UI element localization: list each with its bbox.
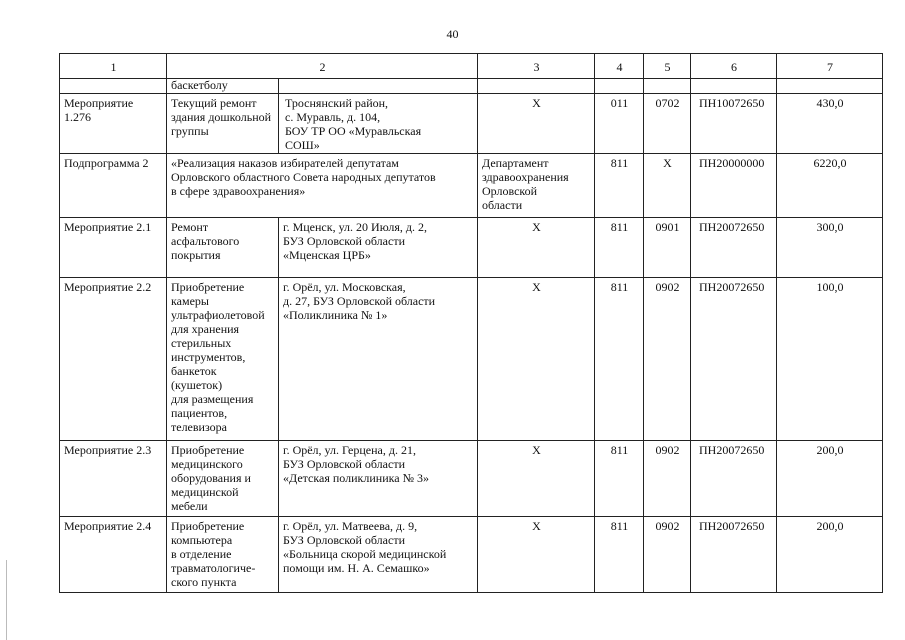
row-address: г. Мценск, ул. 20 Июля, д. 2, БУЗ Орловской области «Мценская ЦРБ»	[279, 218, 478, 278]
row-description: Текущий ремонт здания дошкольной группы	[167, 94, 279, 154]
row-col3: Х	[478, 441, 595, 517]
table-row	[60, 441, 883, 517]
row-description: Приобретение медицинского оборудования и медицинской мебели	[167, 441, 279, 517]
row-col7: 200,0	[777, 517, 883, 593]
scan-edge-line	[6, 560, 7, 640]
table-header-row	[60, 54, 883, 79]
budget-table	[59, 53, 883, 593]
header-cell: 4	[595, 54, 644, 79]
row-col4: 811	[595, 517, 644, 593]
row-col3: Х	[478, 278, 595, 441]
row-address: г. Орёл, ул. Герцена, д. 21, БУЗ Орловской области «Детская поликлиника № 3»	[279, 441, 478, 517]
row-col6: ПН20072650	[691, 517, 777, 593]
row-name: Подпрограмма 2	[60, 154, 167, 218]
header-cell: 2	[167, 54, 478, 79]
row-col6: ПН20072650	[691, 218, 777, 278]
row-col5: 0902	[644, 278, 691, 441]
row-col3: Х	[478, 94, 595, 154]
header-cell: 5	[644, 54, 691, 79]
header-cell: 7	[777, 54, 883, 79]
page-number: 40	[446, 27, 459, 41]
row-name: Мероприятие 1.276	[60, 94, 167, 154]
row-col6: ПН20000000	[691, 154, 777, 218]
header-cell: 6	[691, 54, 777, 79]
header-cell: 1	[60, 54, 167, 79]
row-name: Мероприятие 2.3	[60, 441, 167, 517]
row-description: Приобретение компьютера в отделение травматологиче- ского пункта	[167, 517, 279, 593]
row-col5: 0902	[644, 441, 691, 517]
row-col7: 430,0	[777, 94, 883, 154]
row-col4: 811	[595, 154, 644, 218]
table-row	[60, 79, 883, 94]
row-name: Мероприятие 2.1	[60, 218, 167, 278]
table-row	[60, 94, 883, 154]
row-col6: ПН20072650	[691, 441, 777, 517]
row-col7: 6220,0	[777, 154, 883, 218]
row-col4: 811	[595, 218, 644, 278]
row-col4: 011	[595, 94, 644, 154]
row-name: Мероприятие 2.4	[60, 517, 167, 593]
row-col4: 811	[595, 441, 644, 517]
row-col6: ПН10072650	[691, 94, 777, 154]
row-col5: 0901	[644, 218, 691, 278]
row-address: г. Орёл, ул. Московская, д. 27, БУЗ Орловской области «Поликлиника № 1»	[279, 278, 478, 441]
header-cell: 3	[478, 54, 595, 79]
row-description: Ремонт асфальтового покрытия	[167, 218, 279, 278]
row-address: Троснянский район, с. Муравль, д. 104, БОУ ТР ОО «Муравльская СОШ»	[279, 94, 478, 154]
carryover-text: баскетболу	[167, 79, 279, 94]
row-description: Приобретение камеры ультрафиолетовой для хранения стерильных инструментов, банкеток (кушеток) для размещения пациентов, телевизора	[167, 278, 279, 441]
table-row	[60, 517, 883, 593]
row-col5: 0702	[644, 94, 691, 154]
table-row	[60, 154, 883, 218]
row-col7: 100,0	[777, 278, 883, 441]
row-col5: Х	[644, 154, 691, 218]
row-name: Мероприятие 2.2	[60, 278, 167, 441]
row-col3: Департамент здравоохранения Орловской области	[478, 154, 595, 218]
table-row	[60, 218, 883, 278]
row-col3: Х	[478, 517, 595, 593]
row-description: «Реализация наказов избирателей депутатам Орловского областного Совета народных депутатов в сфере здравоохранения»	[167, 154, 478, 218]
row-col6: ПН20072650	[691, 278, 777, 441]
row-col3: Х	[478, 218, 595, 278]
row-col7: 200,0	[777, 441, 883, 517]
row-address: г. Орёл, ул. Матвеева, д. 9, БУЗ Орловской области «Больница скорой медицинской помощи им. Н. А. Семашко»	[279, 517, 478, 593]
row-col7: 300,0	[777, 218, 883, 278]
row-col4: 811	[595, 278, 644, 441]
row-col5: 0902	[644, 517, 691, 593]
table-row	[60, 278, 883, 441]
